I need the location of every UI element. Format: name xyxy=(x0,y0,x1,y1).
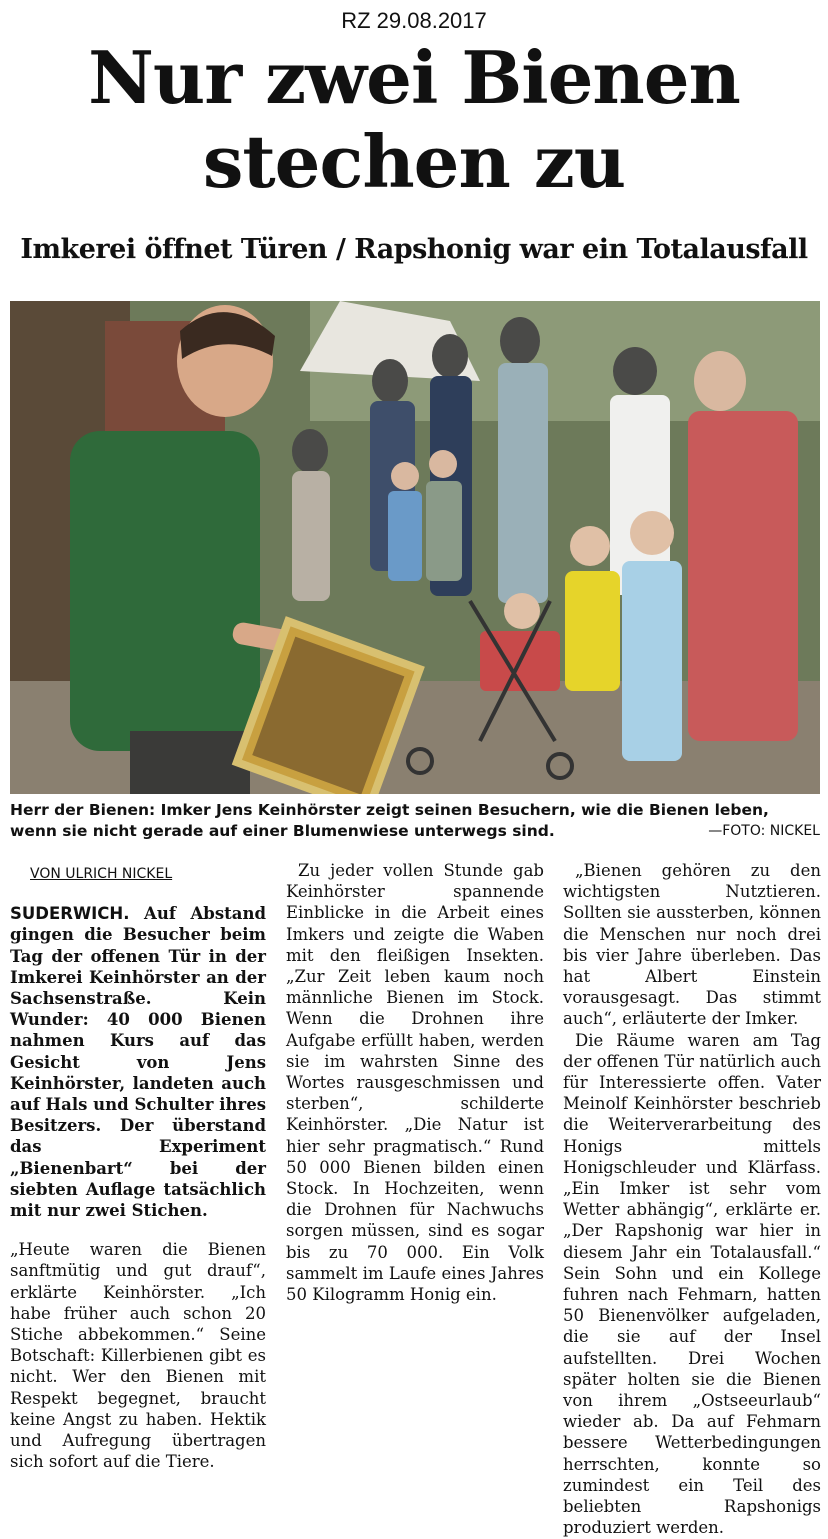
caption-text: Herr der Bienen: Imker Jens Keinhörster zeigt seinen Besuchern, wie die Bienen leben, wenn sie nicht gerade auf einer Blumenwiese unterwegs sind. xyxy=(10,801,769,840)
headline-line-2: stechen zu xyxy=(202,119,626,204)
body-paragraph-2: Zu jeder vollen Stunde gab Keinhörster spannende Einblicke in die Arbeit eines Imkers und zeigte die Waben mit den fleißigen Insekten. „Zur Zeit leben kaum noch männliche Bienen im Stock. Wenn die Drohnen ihre Aufgabe erfüllt haben, werden sie im wahrsten Sinne des Wortes rausgeschmissen und sterben“, schilderte Keinhörster. „Die Natur ist hier sehr pragmatisch.“ Rund 50 000 Bienen bilden einen Stock. In Hochzeiten, wenn die Drohnen für Nachwuchs sorgen müssen, sind es sogar bis zu 70 000. Ein Volk sammelt im Laufe eines Jahres 50 Kilogramm Honig ein. xyxy=(286,861,544,1305)
article-column-1 xyxy=(10,860,266,1472)
article-column-2 xyxy=(286,860,544,1305)
body-paragraph-4: Die Räume waren am Tag der offenen Tür natürlich auch für Interessierte offen. Vater Meinolf Keinhörster beschrieb die Weiterverarbeitung des Honigs mittels Honigschleuder und Klärfass. „Ein Imker ist sehr vom Wetter abhängig“, erklärte er. „Der Rapshonig war hier in diesem Jahr ein Totalausfall.“ Sein Sohn und ein Kollege fuhren nach Fehmarn, hatten 50 Bienenvölker aufgeladen, die sie auf der Insel aufstellten. Drei Wochen später holten sie die Bienen von ihrem „Ostseeurlaub“ wieder ab. Da auf Fehmarn bessere Wetterbedingungen herrschten, konnte so zumindest ein Teil des beliebten Rapshonigs produziert werden. xyxy=(563,1030,821,1538)
subheadline: Imkerei öffnet Türen / Rapshonig war ein Totalausfall xyxy=(20,234,808,265)
photo-caption xyxy=(10,800,820,842)
dateline-location: SUDERWICH. xyxy=(10,904,130,924)
body-paragraph-3: „Bienen gehören zu den wichtigsten Nutztieren. Sollten sie aussterben, können die Menschen nur noch drei bis vier Jahre überleben. Das hat Albert Einstein vorausgesagt. Das stimmt auch“, erläuterte der Imker. xyxy=(563,861,821,1029)
headline-line-1: Nur zwei Bienen xyxy=(88,35,740,120)
byline: VON ULRICH NICKEL xyxy=(30,866,173,882)
headline xyxy=(0,36,828,204)
lead-text: Auf Abstand gingen die Besucher beim Tag der offenen Tür in der Imkerei Keinhörster an der Sachsenstraße. Kein Wunder: 40 000 Bienen nahmen Kurs auf das Gesicht von Jens Keinhörster, landeten auch auf Hals und Schulter ihres Besitzers. Der überstand das Experiment „Bienenbart“ bei der siebten Auflage tatsächlich mit nur zwei Stichen. xyxy=(10,904,266,1221)
article-column-3 xyxy=(563,860,821,1539)
beekeeper-photo xyxy=(10,301,820,794)
lead-paragraph xyxy=(10,903,266,1221)
dateline: RZ 29.08.2017 xyxy=(341,8,487,33)
photo-credit: —FOTO: NICKEL xyxy=(708,823,820,839)
body-paragraph-1: „Heute waren die Bienen sanftmütig und gut drauf“, erklärte Keinhörster. „Ich habe früher auch schon 20 Stiche abbekommen.“ Seine Botschaft: Killerbienen gibt es nicht. Wer den Bienen mit Respekt begegnet, braucht keine Angst zu haben. Hektik und Aufregung übertragen sich sofort auf die Tiere. xyxy=(10,1240,266,1472)
